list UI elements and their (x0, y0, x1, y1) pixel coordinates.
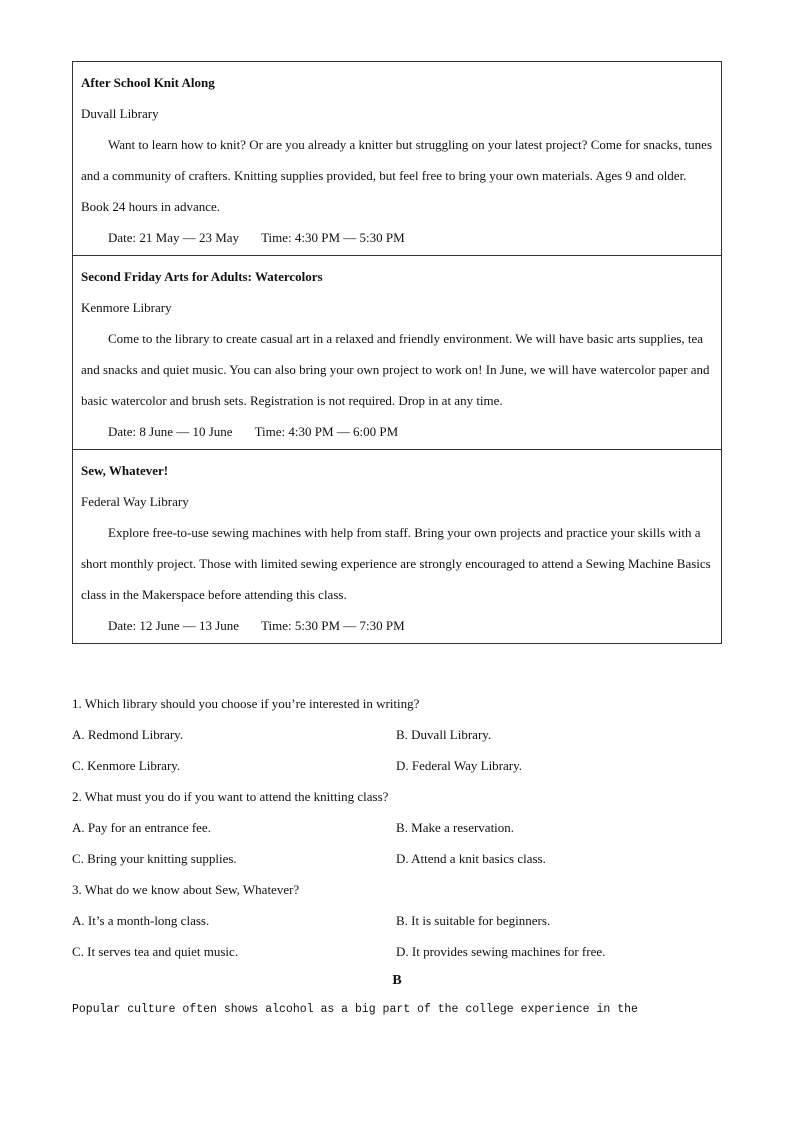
section-heading: B (392, 973, 402, 988)
event-date: Date: 8 June — 10 June (108, 424, 233, 439)
option-a: A. Pay for an entrance fee. (72, 820, 211, 835)
event-description: Explore free-to-use sewing machines with help from staff. Bring your own projects and practice your skills with a short monthly project. Those with limited sewing experience are strongly encouraged to attend a Sewing Machine Basics class in the Makerspace before attending this class. (81, 525, 711, 602)
event-library: Federal Way Library (81, 494, 189, 509)
event-description: Come to the library to create casual art in a relaxed and friendly environment. We will have basic arts supplies, tea and snacks and quiet music. You can also bring your own project to work on! In June, we will have watercolor paper and basic watercolor and brush sets. Registration is not required. Drop in at any time. (81, 331, 710, 408)
event-block (73, 449, 721, 643)
option-row (72, 719, 720, 750)
option-b: B. Duvall Library. (396, 727, 492, 742)
event-library: Kenmore Library (81, 300, 172, 315)
event-time: Time: 4:30 PM — 5:30 PM (261, 230, 405, 245)
option-row (72, 905, 720, 936)
event-title: Second Friday Arts for Adults: Watercolors (81, 269, 323, 284)
option-a: A. Redmond Library. (72, 727, 184, 742)
question-text: 2. What must you do if you want to attend the knitting class? (72, 789, 389, 804)
option-row (72, 750, 720, 781)
events-table (72, 61, 722, 644)
event-title: Sew, Whatever! (81, 463, 169, 478)
passage-text: Popular culture often shows alcohol as a big part of the college experience in the (72, 1003, 638, 1016)
option-c: C. Bring your knitting supplies. (72, 851, 237, 866)
option-c: C. Kenmore Library. (72, 758, 181, 773)
event-schedule (81, 610, 713, 641)
event-date: Date: 12 June — 13 June (108, 618, 240, 633)
option-b: B. It is suitable for beginners. (396, 913, 551, 928)
option-d: D. Attend a knit basics class. (396, 851, 546, 866)
event-title: After School Knit Along (81, 75, 215, 90)
event-schedule (81, 222, 713, 253)
option-row (72, 843, 720, 874)
event-block (73, 255, 721, 449)
option-b: B. Make a reservation. (396, 820, 515, 835)
option-row (72, 812, 720, 843)
event-schedule (81, 416, 713, 447)
event-time: Time: 4:30 PM — 6:00 PM (254, 424, 399, 439)
question-text: 3. What do we know about Sew, Whatever? (72, 882, 300, 897)
option-d: D. It provides sewing machines for free. (396, 944, 606, 959)
option-a: A. It’s a month-long class. (72, 913, 210, 928)
event-description: Want to learn how to knit? Or are you already a knitter but struggling on your latest project? Come for snacks, tunes and a community of crafters. Knitting supplies provided, but feel free to bring your own materials. Ages 9 and older. Book 24 hours in advance. (81, 137, 713, 214)
event-block (73, 62, 721, 255)
event-time: Time: 5:30 PM — 7:30 PM (261, 618, 405, 633)
question-text: 1. Which library should you choose if you’re interested in writing? (72, 696, 420, 711)
event-date: Date: 21 May — 23 May (108, 230, 240, 245)
event-library: Duvall Library (81, 106, 159, 121)
option-row (72, 936, 720, 967)
question-list (72, 688, 720, 967)
option-d: D. Federal Way Library. (396, 758, 523, 773)
option-c: C. It serves tea and quiet music. (72, 944, 239, 959)
